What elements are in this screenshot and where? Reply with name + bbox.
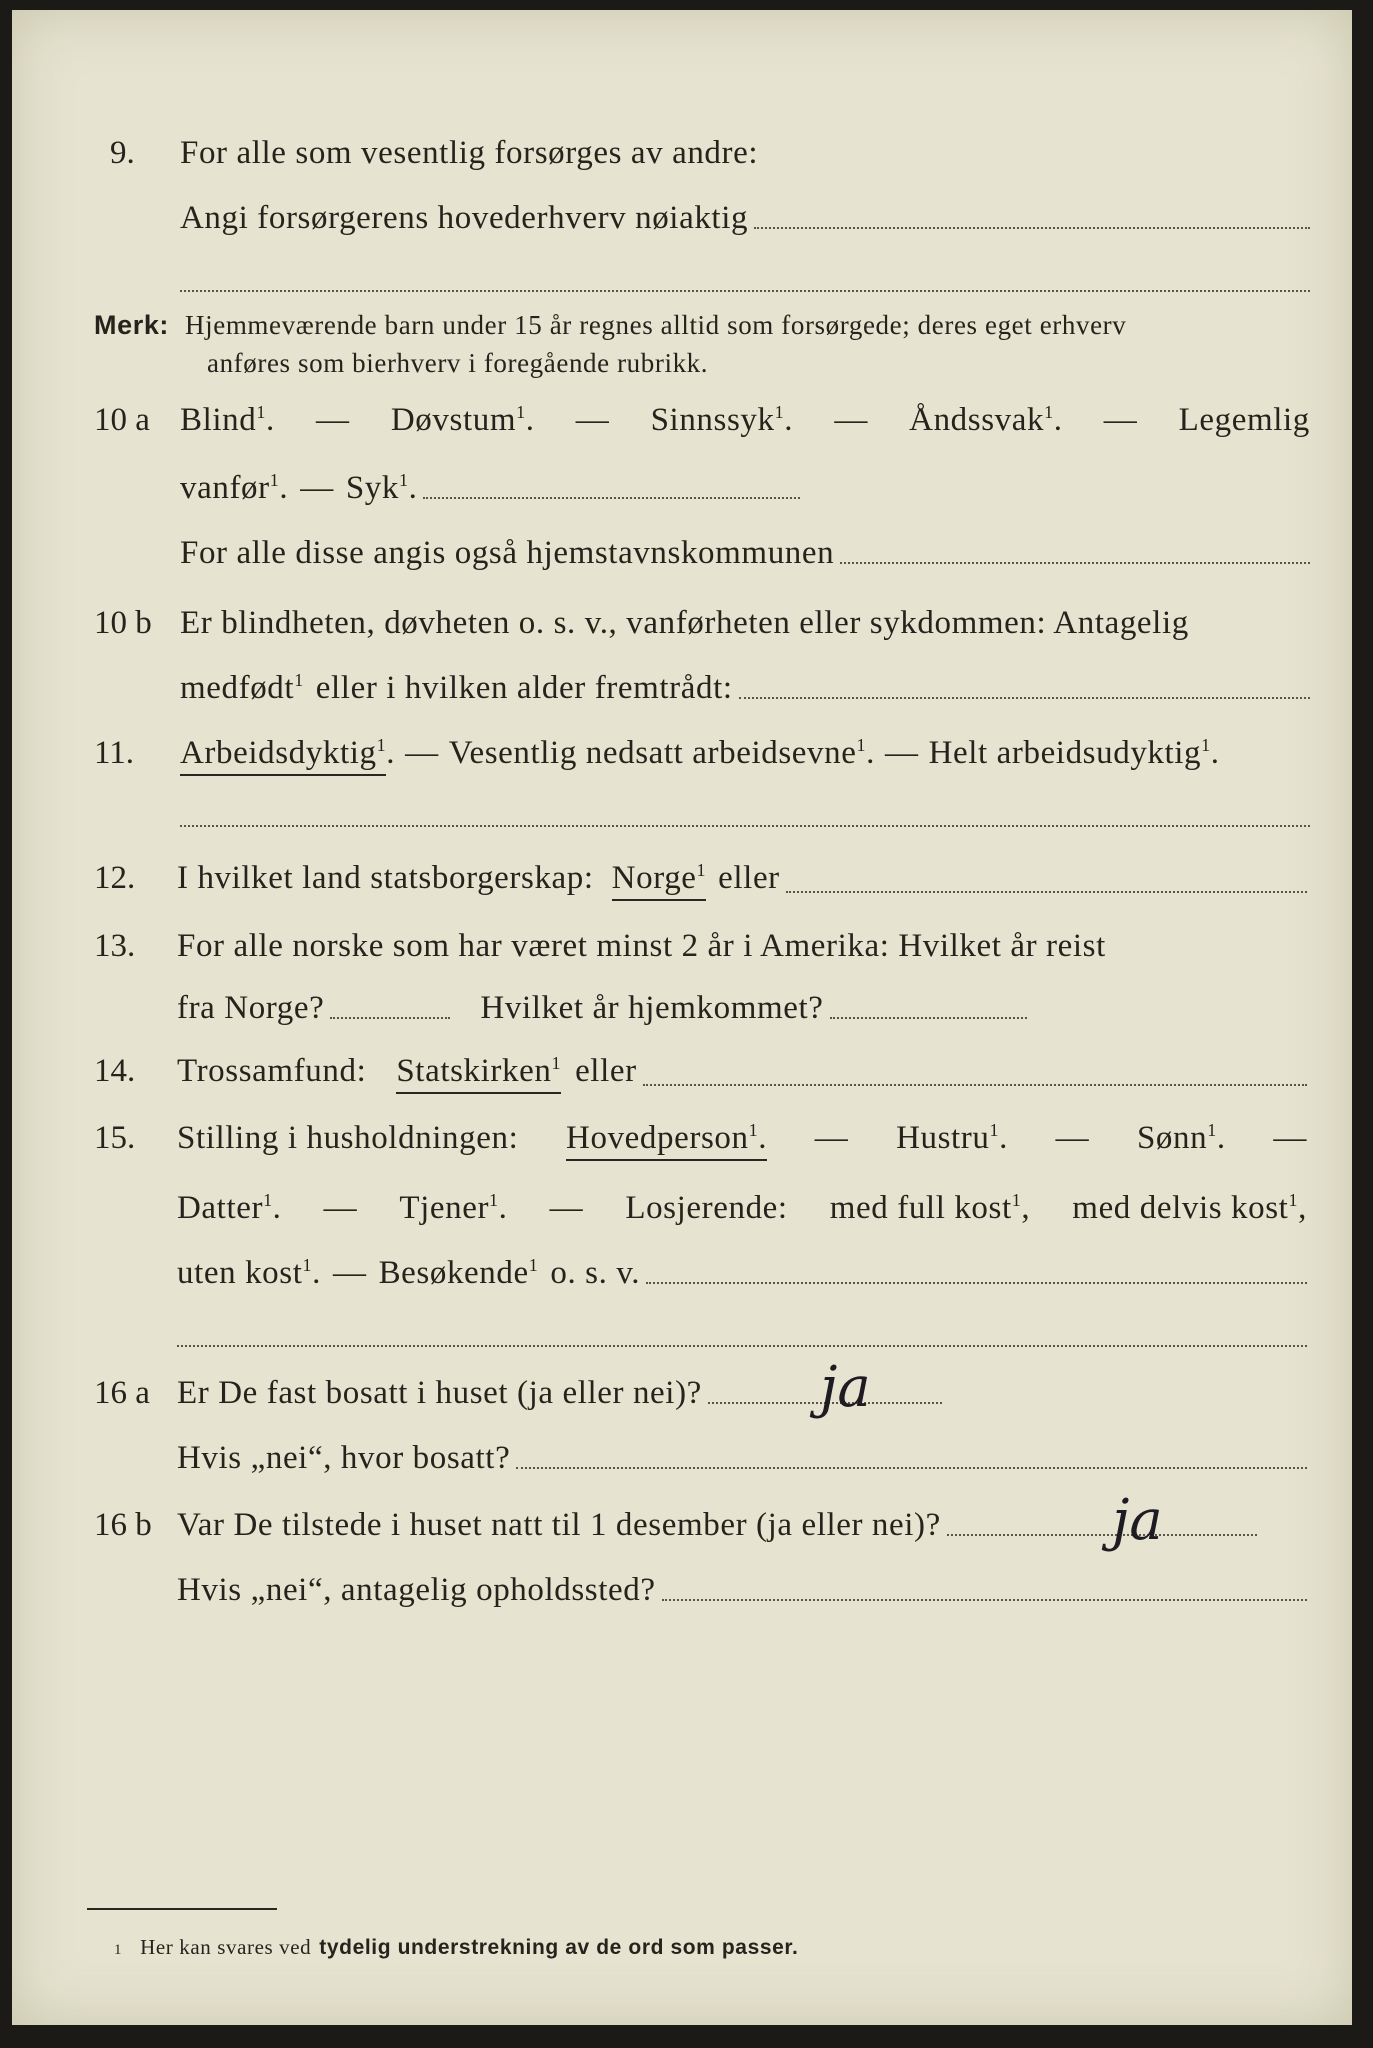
opt-statskirken[interactable]: Statskirken$^1$ [396, 1053, 561, 1094]
q15-line3: uten kost$^1$. — Besøkende$^1$ o. s. v. [177, 1255, 1307, 1292]
q16b-number: 16 b [94, 1507, 152, 1543]
q12-other-country-field[interactable] [786, 891, 1307, 893]
opt-uten-kost[interactable]: uten kost$^1$. [177, 1255, 321, 1291]
census-form-page [12, 10, 1352, 2025]
opt-andssvak[interactable]: Åndssvak$^1$. [909, 402, 1063, 438]
opt-legemlig[interactable]: Legemlig [1178, 402, 1310, 438]
opt-dovstum[interactable]: Døvstum$^1$. [390, 402, 535, 438]
q15-answer-line[interactable] [177, 1345, 1307, 1347]
opt-arbeidsudyktig[interactable]: Helt arbeidsudyktig$^1$. [928, 735, 1220, 771]
q9-line2: Angi forsørgerens hovederhverv nøiaktig [180, 200, 1310, 237]
q14-number: 14. [94, 1053, 136, 1089]
q16b-line1: Var De tilstede i huset natt til 1 desember (ja eller nei)? [177, 1507, 1257, 1544]
opt-blind[interactable]: Blind$^1$. [180, 402, 275, 438]
q12-line: I hvilket land statsborgerskap: Norge$^1$ eller [177, 860, 1307, 901]
footnote: 1 Her kan svares ved tydelig understrekning av de ord som passer. [114, 1935, 799, 1959]
q13-year-returned-field[interactable] [830, 1017, 1027, 1019]
opt-datter[interactable]: Datter$^1$. [177, 1190, 282, 1226]
q15-line1: Stilling i husholdningen: Hovedperson$^1$. — Hustru$^1$. — Sønn$^1$. — [177, 1120, 1307, 1161]
q16b-answer-field[interactable] [947, 1534, 1257, 1536]
opt-besokende[interactable]: Besøkende$^1$ [378, 1255, 539, 1291]
merk-line2: anføres som bierhverv i foregående rubrikk. [207, 348, 709, 378]
q16a-handwritten-answer: ja [820, 1355, 871, 1420]
q9-number: 9. [110, 135, 135, 171]
opt-norge[interactable]: Norge$^1$ [612, 860, 706, 901]
q10a-hjemstavn-field[interactable] [840, 562, 1310, 564]
q14-line: Trossamfund: Statskirken$^1$ eller [177, 1053, 1307, 1094]
q16b-handwritten-answer: ja [1112, 1488, 1163, 1553]
footnote-rule [87, 1908, 277, 1910]
q11-number: 11. [94, 735, 135, 771]
q16a-number: 16 a [94, 1375, 150, 1411]
q13-line2: fra Norge? Hvilket år hjemkommet? [177, 990, 1027, 1027]
opt-nedsatt-arbeidsevne[interactable]: Vesentlig nedsatt arbeidsevne$^1$. [448, 735, 875, 771]
opt-medfodt[interactable]: medfødt$^1$ [180, 670, 304, 706]
q9-extra-answer-line[interactable] [180, 290, 1310, 292]
q11-line1: Arbeidsdyktig$^1$ . — Vesentlig nedsatt arbeidsevne$^1$. — Helt arbeidsudyktig$^1$. [180, 735, 1310, 776]
q16b-line2: Hvis „nei“, antagelig opholdssted? [177, 1572, 1307, 1609]
q16a-bosatt-field[interactable] [516, 1467, 1307, 1469]
q11-answer-line[interactable] [180, 825, 1310, 827]
q10b-line2: medfødt$^1$ eller i hvilken alder fremtrådt: [180, 670, 1310, 707]
q10a-syk-field[interactable] [423, 497, 800, 499]
q9-line1: For alle som vesentlig forsørges av andre: [180, 135, 759, 171]
q13-number: 13. [94, 928, 136, 964]
q15-other-field[interactable] [646, 1282, 1307, 1284]
opt-full-kost[interactable]: med full kost$^1$, [829, 1190, 1031, 1226]
q16a-line1: Er De fast bosatt i huset (ja eller nei)? [177, 1375, 942, 1412]
opt-hovedperson[interactable]: Hovedperson$^1$. [566, 1120, 767, 1161]
q13-year-left-field[interactable] [330, 1017, 450, 1019]
q15-line2: Datter$^1$. — Tjener$^1$. — Losjerende: med full kost$^1$, med delvis kost$^1$, [177, 1190, 1307, 1226]
merk-line1: Merk: Hjemmeværende barn under 15 år regnes alltid som forsørgede; deres eget erhverv [94, 310, 1127, 340]
q10a-number: 10 a [94, 402, 150, 438]
opt-syk[interactable]: Syk$^1$. [345, 470, 418, 506]
merk-label: Merk: [94, 310, 170, 340]
q13-line1: For alle norske som har været minst 2 år i Amerika: Hvilket år reist [177, 928, 1106, 964]
q10b-alder-field[interactable] [739, 697, 1310, 699]
q10a-line1: Blind$^1$. — Døvstum$^1$. — Sinnssyk$^1$. — Åndssvak$^1$. — Legemlig [180, 402, 1310, 438]
q16b-opholdssted-field[interactable] [662, 1599, 1307, 1601]
q10a-line2: vanfør$^1$. — Syk$^1$. [180, 470, 800, 507]
q16a-line2: Hvis „nei“, hvor bosatt? [177, 1440, 1307, 1477]
q15-number: 15. [94, 1120, 136, 1156]
q10a-line3: For alle disse angis også hjemstavnskommunen [180, 535, 1310, 572]
q14-other-field[interactable] [643, 1084, 1307, 1086]
opt-tjener[interactable]: Tjener$^1$. [399, 1190, 508, 1226]
q10b-number: 10 b [94, 605, 152, 641]
opt-sinnssyk[interactable]: Sinnssyk$^1$. [650, 402, 794, 438]
opt-vanfor[interactable]: vanfør$^1$. [180, 470, 289, 506]
opt-hustru[interactable]: Hustru$^1$. [896, 1120, 1008, 1156]
q12-number: 12. [94, 860, 136, 896]
q9-answer-field[interactable] [754, 227, 1310, 229]
opt-sonn[interactable]: Sønn$^1$. [1136, 1120, 1226, 1156]
q10b-line1: Er blindheten, døvheten o. s. v., vanførheten eller sykdommen: Antagelig [180, 605, 1189, 641]
opt-arbeidsdyktig[interactable]: Arbeidsdyktig$^1$ [180, 735, 386, 776]
opt-delvis-kost[interactable]: med delvis kost$^1$, [1072, 1190, 1307, 1226]
